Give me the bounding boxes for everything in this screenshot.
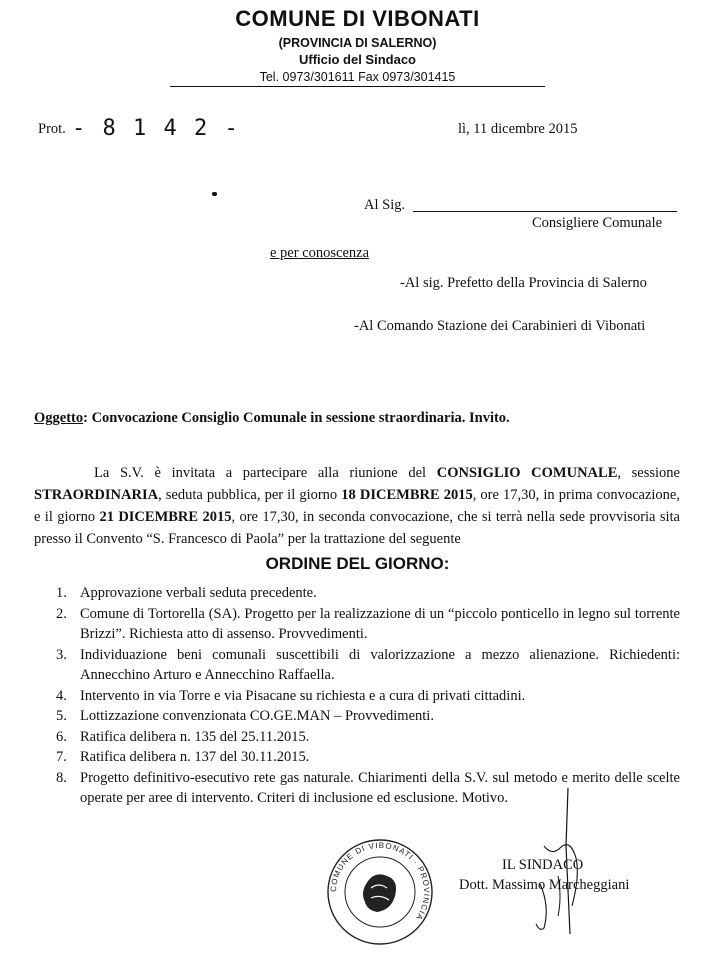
agenda-item-number: 6. [56,728,67,745]
agenda-item-number: 8. [56,769,67,786]
agenda-item-number: 4. [56,687,67,704]
agenda-item-number: 5. [56,708,67,724]
protocol-label: Prot. [38,121,66,137]
agenda-item-number: 2. [56,605,67,622]
agenda-item [34,645,680,686]
agenda-item-text: Approvazione verbali seduta precedente. [80,585,317,601]
signatory-name: Dott. Massimo Marcheggiani [459,877,630,893]
subject-line [34,410,510,427]
cc-prefetto: -Al sig. Prefetto della Provincia di Salerno [400,275,647,291]
province-subtitle: (PROVINCIA DI SALERNO) [278,36,437,50]
agenda-item [34,583,680,604]
body-paragraph [34,462,680,550]
cc-carabinieri: -Al Comando Stazione dei Carabinieri di Vibonati [354,318,646,334]
document-date: lì, 11 dicembre 2015 [458,121,578,137]
agenda-item-number: 1. [56,585,67,601]
agenda-title: ORDINE DEL GIORNO: [265,554,450,573]
agenda-item [34,706,680,727]
protocol-number: - 8 1 4 2 - [72,116,240,141]
municipality-title: COMUNE DI VIBONATI [235,6,480,31]
signatory-title: IL SINDACO [502,857,584,873]
agenda-item-text: Lottizzazione convenzionata CO.GE.MAN – Provvedimenti. [80,708,434,724]
agenda-item-number: 3. [56,646,67,663]
agenda-item [34,747,680,768]
cc-label: e per conoscenza [270,245,370,261]
office-name: Ufficio del Sindaco [298,52,416,67]
recipient-blank-line [413,211,677,212]
agenda-item-text: Ratifica delibera n. 137 del 30.11.2015. [80,749,310,765]
header-divider [170,86,545,87]
subject-text: : Convocazione Consiglio Comunale in sessione straordinaria. Invito. [83,410,510,426]
body-text-3: , seduta pubblica, per il giorno [158,487,342,503]
agenda-item-text: Individuazione beni comunali suscettibili di valorizzazione a mezzo alienazione. Richiedenti: Annecchino Arturo e Annecchino Raffaella. [80,646,680,683]
agenda-item [34,727,680,748]
body-bold-date1: 18 DICEMBRE 2015 [341,487,473,503]
agenda-item-text: Ratifica delibera n. 135 del 25.11.2015. [80,728,310,745]
agenda-item [34,686,680,707]
agenda-item-text: Intervento in via Torre e via Pisacane su richiesta e a cura di privati cittadini. [80,687,526,704]
agenda-item [34,604,680,645]
agenda-item-text: Progetto definitivo-esecutivo rete gas naturale. Chiarimenti della S.V. sul metodo e merito delle scelte operate per aree di intervento. Criteri di inclusione ed esclusione. Motivo. [80,769,680,806]
body-text-2: , sessione [617,465,680,481]
recipient-label: Al Sig. [364,197,406,213]
handwritten-signature [500,786,610,936]
ink-dot [212,192,217,196]
body-text-4: , ore 17,30, in prima convocazione, e il giorno [34,487,680,525]
agenda-list [34,583,680,809]
body-bold-date2: 21 DICEMBRE 2015 [99,509,232,525]
body-text-5: , ore 17,30, in seconda convocazione, che si terrà nella sede provvisoria sita presso il Convento “S. Francesco di Paola” per la trattazione del seguente [34,509,680,547]
recipient-role: Consigliere Comunale [532,215,663,231]
agenda-item-text: Comune di Tortorella (SA). Progetto per la realizzazione di un “piccolo ponticello in legno sul torrente Brizzi”. Richiesta atto di assenso. Provvedimenti. [80,605,680,642]
municipal-seal-icon [325,836,435,948]
contact-line: Tel. 0973/301611 Fax 0973/301415 [259,70,456,84]
body-bold-council: CONSIGLIO COMUNALE [436,465,618,481]
body-bold-session: STRAORDINARIA [34,487,159,503]
seal-text: COMUNE DI VIBONATI · PROVINCIA [328,840,432,923]
body-text-1: La S.V. è invitata a partecipare alla riunione del [94,465,437,481]
agenda-item-number: 7. [56,749,67,765]
subject-label: Oggetto [34,410,84,426]
